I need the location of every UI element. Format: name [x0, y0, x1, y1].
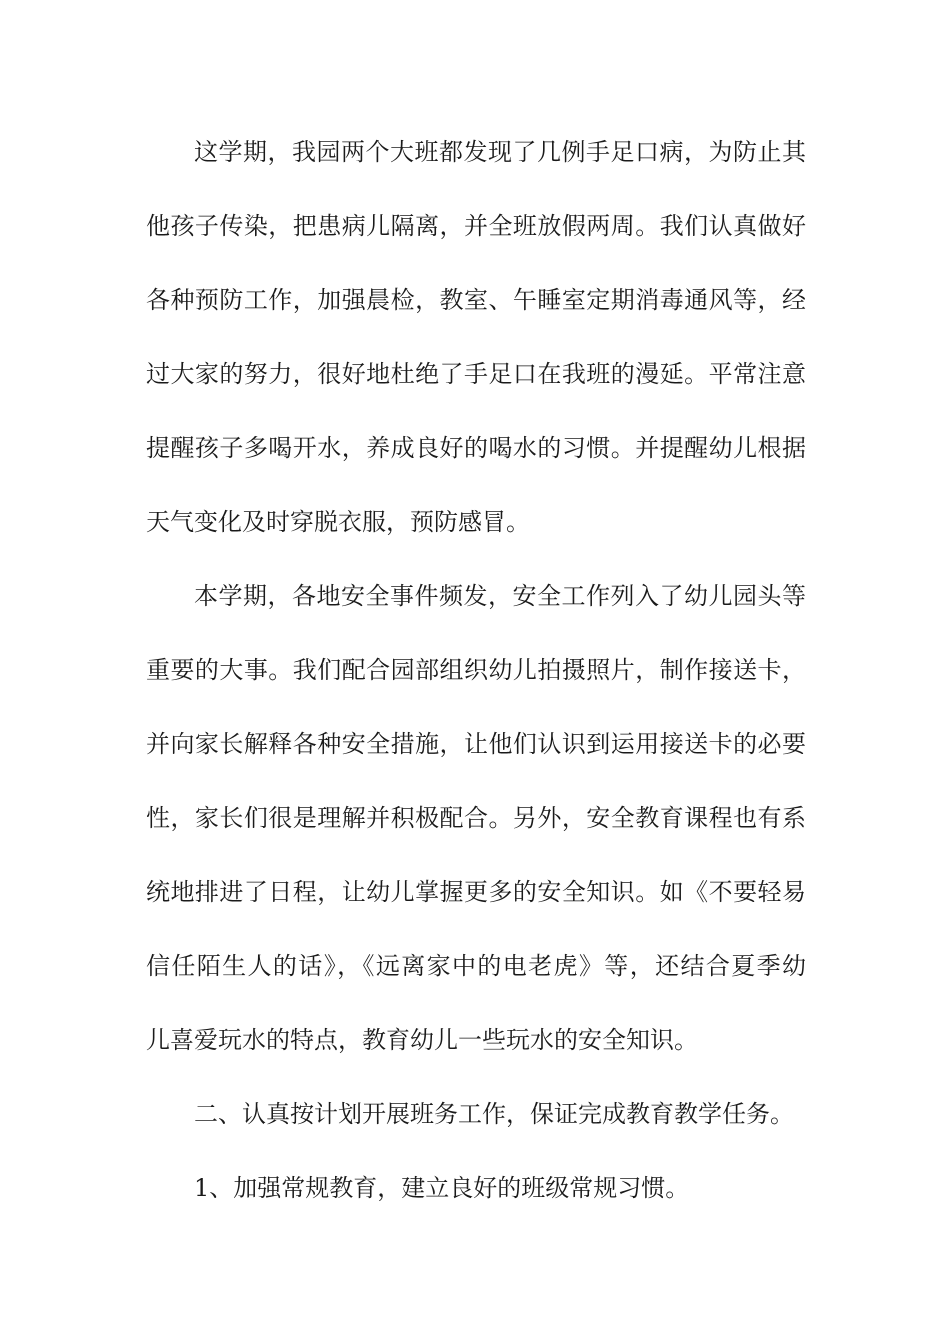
- paragraph-line: 提醒孩子多喝开水，养成良好的喝水的习惯。并提醒幼儿根据: [146, 434, 806, 462]
- section-heading: 二、认真按计划开展班务工作，保证完成教育教学任务。: [194, 1100, 794, 1128]
- paragraph-line: 这学期，我园两个大班都发现了几例手足口病，为防止其: [194, 138, 806, 166]
- paragraph-line: 信任陌生人的话》，《远离家中的电老虎》等，还结合夏季幼: [146, 952, 806, 980]
- subsection-heading: 1、加强常规教育，建立良好的班级常规习惯。: [194, 1174, 690, 1202]
- paragraph-line: 过大家的努力，很好地杜绝了手足口在我班的漫延。平常注意: [146, 360, 806, 388]
- paragraph-line: 各种预防工作，加强晨检，教室、午睡室定期消毒通风等，经: [146, 286, 806, 314]
- paragraph-line: 性，家长们很是理解并积极配合。另外，安全教育课程也有系: [146, 804, 806, 832]
- paragraph-line: 儿喜爱玩水的特点，教育幼儿一些玩水的安全知识。: [146, 1026, 698, 1054]
- paragraph-line: 天气变化及时穿脱衣服，预防感冒。: [146, 508, 530, 536]
- paragraph-line: 本学期，各地安全事件频发，安全工作列入了幼儿园头等: [194, 582, 806, 610]
- paragraph-line: 统地排进了日程，让幼儿掌握更多的安全知识。如《不要轻易: [146, 878, 806, 906]
- paragraph-line: 重要的大事。我们配合园部组织幼儿拍摄照片，制作接送卡，: [146, 656, 806, 684]
- paragraph-line: 并向家长解释各种安全措施，让他们认识到运用接送卡的必要: [146, 730, 806, 758]
- paragraph-line: 他孩子传染，把患病儿隔离，并全班放假两周。我们认真做好: [146, 212, 806, 240]
